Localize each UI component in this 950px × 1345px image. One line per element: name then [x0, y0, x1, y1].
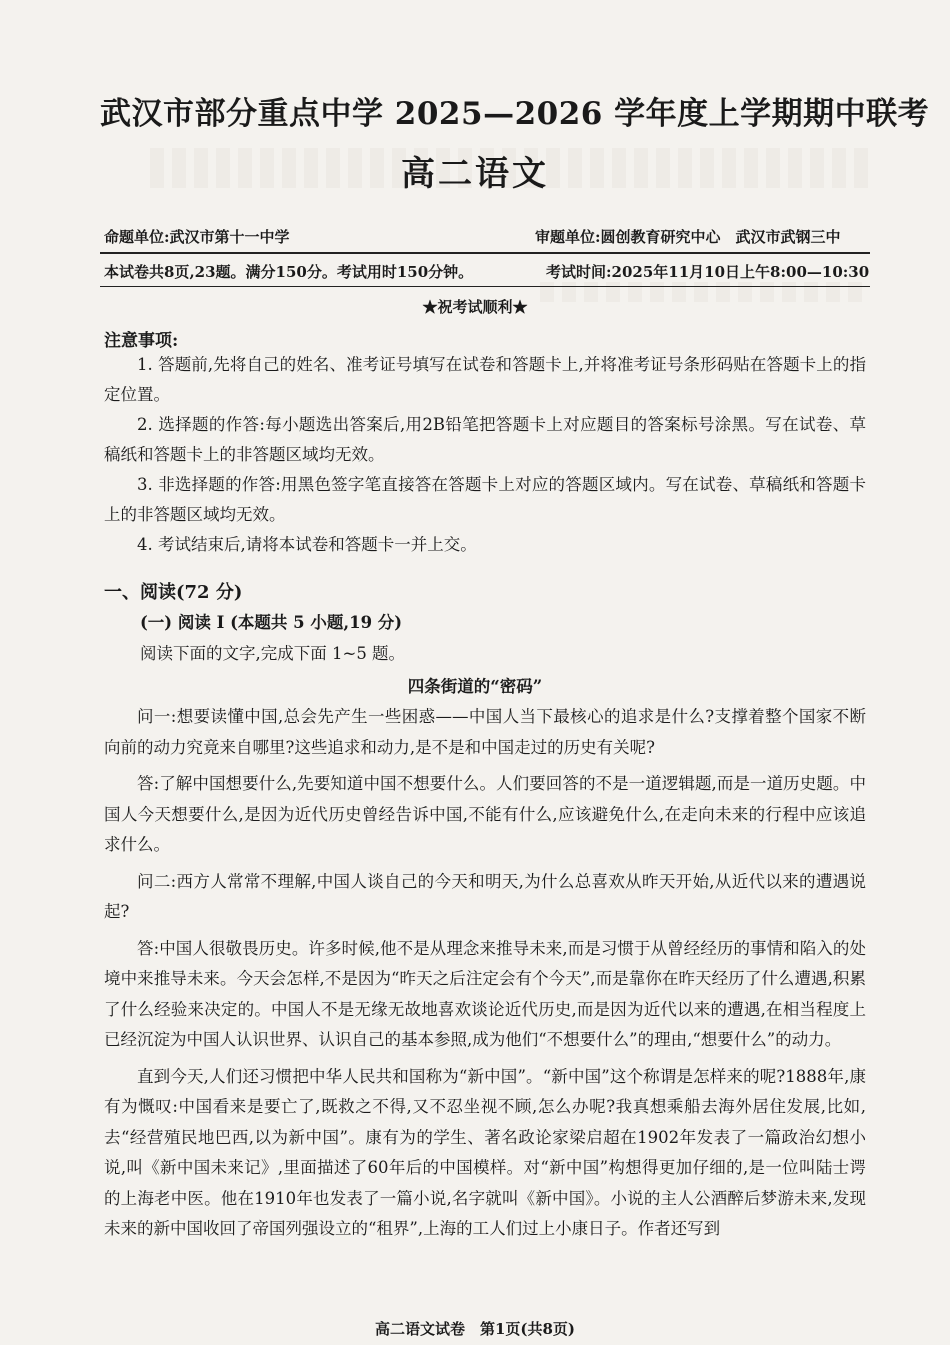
notice-item: 1. 答题前,先将自己的姓名、准考证号填写在试卷和答题卡上,并将准考证号条形码贴在答题卡上的指定位置。: [104, 355, 866, 404]
info-rule: [100, 286, 870, 287]
article-paragraph: 问一:想要读懂中国,总会先产生一些困惑——中国人当下最核心的追求是什么?支撑着整个国家不断向前的动力究竟来自哪里?这些追求和动力,是不是和中国走过的历史有关呢?: [104, 707, 866, 757]
notice-heading: 注意事项:: [104, 331, 179, 351]
reading-instruction: 阅读下面的文字,完成下面 1~5 题。: [140, 644, 406, 663]
setter-unit: 命题单位:武汉市第十一中学: [104, 228, 290, 246]
subsection-heading: (一) 阅读 I (本题共 5 小题,19 分): [140, 613, 403, 632]
page-footer: 高二语文试卷 第1页(共8页): [374, 1320, 576, 1338]
article-paragraph: 直到今天,人们还习惯把中华人民共和国称为“新中国”。“新中国”这个称谓是怎样来的呢?1888年,康有为慨叹:中国看来是要亡了,既救之不得,又不忍坐视不顾,怎么办呢?我真想乘船去海外居住发展,比如,去“经营殖民地巴西,以为新中国”。康有为的学生、著名政论家梁启超在1902年发表了一篇政治幻想小说,叫《新中国未来记》,里面描述了60年后的中国模样。对“新中国”构想得更加仔细的,是一位叫陆士谔的上海老中医。他在1910年也发表了一篇小说,名字就叫《新中国》。小说的主人公酒醉后梦游未来,发现未来的新中国收回了帝国列强设立的“租界”,上海的工人们过上小康日子。作者还写到: [104, 1066, 866, 1238]
notice-item: 4. 考试结束后,请将本试卷和答题卡一并上交。: [137, 535, 477, 554]
header-rule: [100, 252, 870, 254]
article-body: [104, 702, 866, 1251]
paper-info: 本试卷共8页,23题。满分150分。考试用时150分钟。: [104, 263, 474, 281]
reviewer-unit: 审题单位:圆创教育研究中心 武汉市武钢三中: [535, 228, 841, 246]
article-paragraph: 答:了解中国想要什么,先要知道中国不想要什么。人们要回答的不是一道逻辑题,而是一道历史题。中国人今天想要什么,是因为近代历史曾经告诉中国,不能有什么,应该避免什么,在走向未来的行程中应该追求什么。: [104, 774, 866, 854]
exam-time: 考试时间:2025年11月10日上午8:00—10:30: [546, 263, 870, 281]
blessing: ★祝考试顺利★: [422, 298, 528, 316]
article-paragraph: 答:中国人很敬畏历史。许多时候,他不是从理念来推导未来,而是习惯于从曾经经历的事情和陷入的处境中来推导未来。今天会怎样,不是因为“昨天之后注定会有个今天”,而是靠你在昨天经历了什么遭遇,积累了什么经验来决定的。中国人不是无缘无故地喜欢谈论近代历史,而是因为近代以来的遭遇,在相当程度上已经沉淀为中国人认识世界、认识自己的基本参照,成为他们“不想要什么”的理由,“想要什么”的动力。: [104, 938, 866, 1049]
exam-title: 武汉市部分重点中学 2025—2026 学年度上学期期中联考: [100, 96, 930, 132]
section-heading: 一、阅读(72 分): [104, 582, 243, 603]
article-paragraph: 问二:西方人常常不理解,中国人谈自己的今天和明天,为什么总喜欢从昨天开始,从近代以来的遭遇说起?: [104, 871, 866, 921]
notice-item: 3. 非选择题的作答:用黑色签字笔直接答在答题卡上对应的答题区域内。写在试卷、草稿纸和答题卡上的非答题区域均无效。: [104, 475, 866, 524]
notice-item: 2. 选择题的作答:每小题选出答案后,用2B铅笔把答题卡上对应题目的答案标号涂黑。写在试卷、草稿纸和答题卡上的非答题区域均无效。: [104, 415, 866, 464]
article-title: 四条街道的“密码”: [407, 677, 543, 696]
notice-list: [104, 350, 866, 560]
subject-title: 高二语文: [401, 154, 549, 194]
